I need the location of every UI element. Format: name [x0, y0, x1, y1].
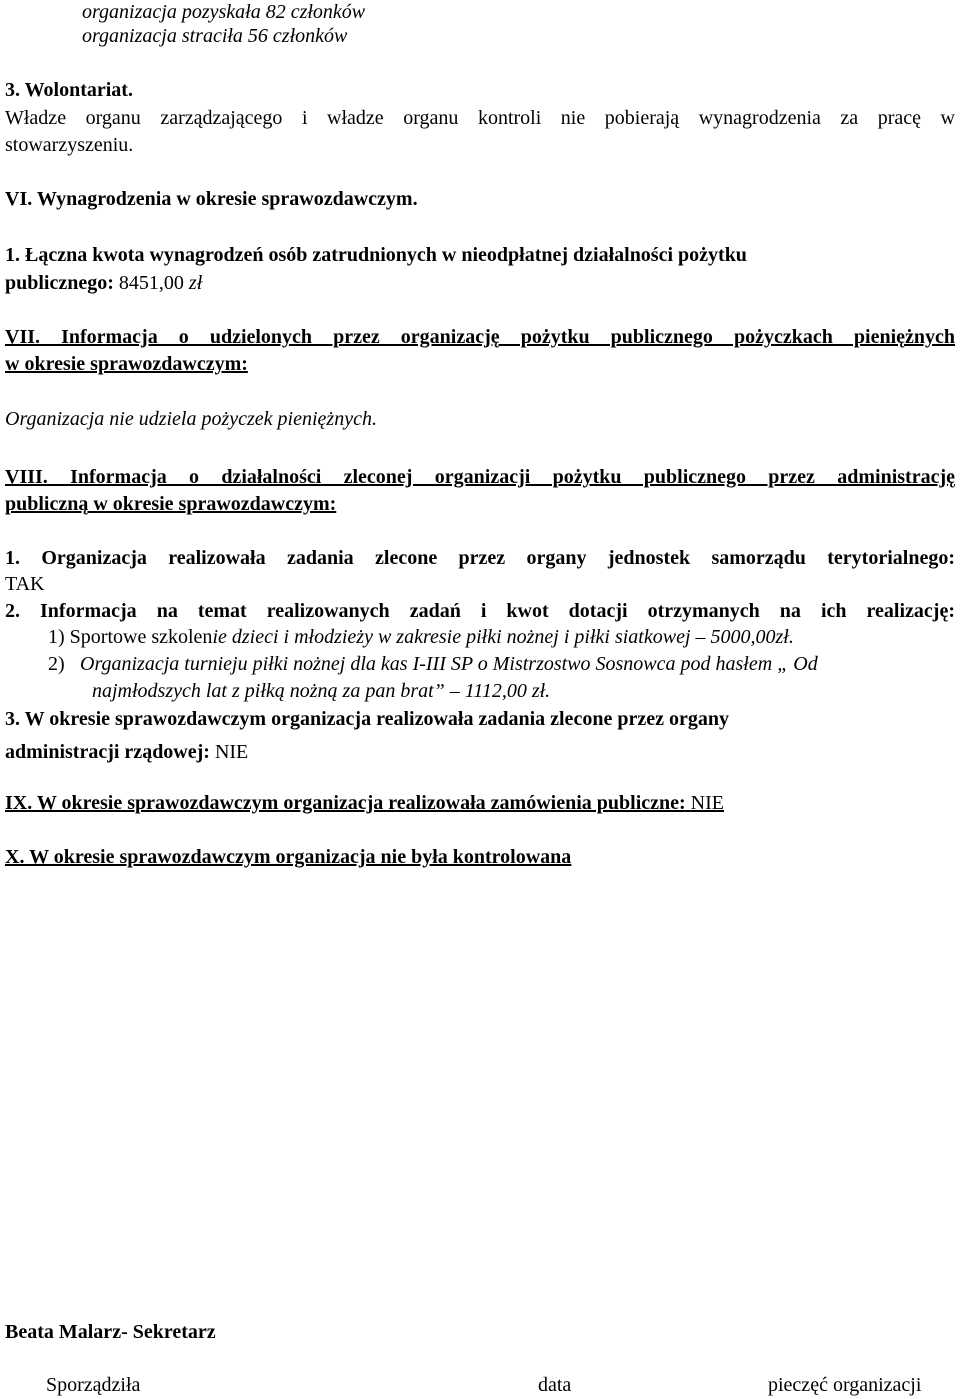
section-ix-value: NIE — [690, 792, 724, 814]
task-2-line2: najmłodszych lat z piłką nożną za pan brat” – 1112,00 zł. — [92, 680, 551, 702]
item3-label: administracji rządowej: — [5, 741, 210, 763]
section-x: X. W okresie sprawozdawczym organizacja nie była kontrolowana — [5, 846, 572, 868]
task-1-number: 1) — [48, 626, 65, 648]
task-1-text-b: ie dzieci i młodzieży w zakresie piłki nożnej i piłki siatkowej – 5000,00zł. — [212, 626, 794, 648]
section-vi-heading: VI. Wynagrodzenia w okresie sprawozdawczym. — [5, 188, 418, 210]
members-lost: organizacja straciła 56 członków — [82, 25, 348, 47]
item3-value: NIE — [214, 741, 249, 763]
task-2-number: 2) — [48, 653, 65, 675]
section-ix — [5, 791, 724, 815]
section-vii-heading-line1: VII. Informacja o udzielonych przez organizację pożytku publicznego pożyczkach pieniężnych — [5, 326, 955, 348]
section-viii-item2-label: 2. Informacja na temat realizowanych zadań i kwot dotacji otrzymanych na ich realizację: — [5, 600, 955, 622]
task-2-line1: Organizacja turnieju piłki nożnej dla kas I-III SP o Mistrzostwo Sosnowca pod hasłem „ Od — [80, 653, 818, 675]
signatory-name: Beata Malarz- Sekretarz — [5, 1321, 216, 1343]
date-label: data — [538, 1374, 572, 1396]
section-vii-text: Organizacja nie udziela pożyczek pieniężnych. — [5, 408, 377, 430]
salary-currency: zł — [188, 272, 203, 294]
section-viii-heading-line2: publiczną w okresie sprawozdawczym: — [5, 493, 337, 515]
section-vii-heading-line2: w okresie sprawozdawczym: — [5, 353, 248, 375]
section-vi-item1-line2 — [5, 271, 955, 295]
task-2 — [48, 652, 955, 676]
members-gained: organizacja pozyskała 82 członków — [82, 1, 366, 23]
section-viii-heading-line1: VIII. Informacja o działalności zleconej organizacji pożytku publicznego przez administrację — [5, 466, 955, 488]
section-vi-item1-line1: 1. Łączna kwota wynagrodzeń osób zatrudnionych w nieodpłatnej działalności pożytku — [5, 244, 747, 266]
section-viii-item3-line2 — [5, 740, 955, 764]
volunteering-text-line1: Władze organu zarządzającego i władze organu kontroli nie pobierają wynagrodzenia za pracę w — [5, 107, 955, 129]
section-viii-item1-label: 1. Organizacja realizowała zadania zlecone przez organy jednostek samorządu terytorialnego: — [5, 547, 955, 569]
section-viii-item1-value: TAK — [5, 573, 45, 595]
volunteering-text-line2: stowarzyszeniu. — [5, 134, 134, 156]
salary-amount: 8451,00 — [118, 272, 184, 294]
volunteering-heading: 3. Wolontariat. — [5, 79, 133, 101]
section-viii-item3-line1: 3. W okresie sprawozdawczym organizacja realizowała zadania zlecone przez organy — [5, 708, 729, 730]
stamp-label: pieczęć organizacji — [768, 1374, 922, 1396]
salary-label: publicznego: — [5, 272, 114, 294]
task-1 — [48, 625, 955, 649]
task-1-text-a: Sportowe szkolen — [69, 626, 213, 648]
prepared-by-label: Sporządziła — [46, 1374, 141, 1396]
section-ix-label: IX. W okresie sprawozdawczym organizacja realizowała zamówienia publiczne: — [5, 792, 686, 814]
